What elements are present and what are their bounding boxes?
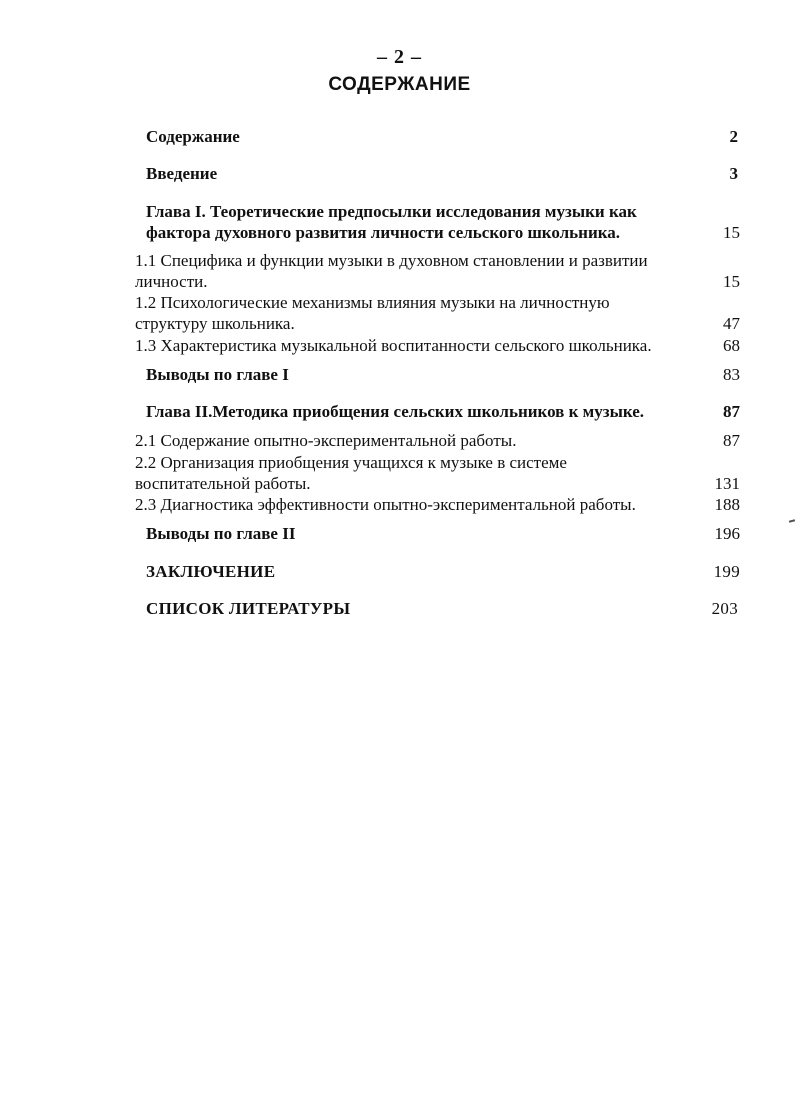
toc-entry-text: 2.1 Содержание опытно-экспериментальной работы. bbox=[135, 431, 517, 450]
toc-entry-page: 83 bbox=[723, 365, 740, 384]
toc-entry-chapter-2[interactable] bbox=[146, 401, 740, 423]
toc-entry-text: Выводы по главе II bbox=[146, 524, 296, 543]
toc-entry-text: Выводы по главе I bbox=[146, 365, 289, 384]
toc-entry-text: Содержание bbox=[146, 127, 240, 146]
toc-entry-text: 1.3 Характеристика музыкальной воспитанности сельского школьника. bbox=[135, 336, 652, 355]
toc-entry-text-line-2: воспитательной работы. bbox=[135, 474, 311, 493]
toc-entry-page: 87 bbox=[723, 402, 740, 421]
toc-entry-page: 3 bbox=[729, 164, 738, 183]
toc-entry-text-line-1: 1.1 Специфика и функции музыки в духовном становлении и развитии bbox=[135, 251, 648, 270]
toc-entry-section-2-3[interactable] bbox=[135, 494, 740, 516]
toc-entry-text-line-1: Глава I. Теоретические предпосылки исследования музыки как bbox=[146, 202, 637, 221]
toc-entry-page: 199 bbox=[713, 562, 740, 581]
toc-entry-conclusions-1[interactable] bbox=[146, 364, 740, 386]
toc-entry-bibliography[interactable] bbox=[146, 598, 738, 620]
toc-entry-text-line-2: фактора духовного развития личности сельского школьника. bbox=[146, 223, 621, 242]
scan-artifact-mark bbox=[789, 519, 795, 522]
toc-entry-text-line-2: личности. bbox=[135, 272, 208, 291]
toc-entry-text-line-1: 1.2 Психологические механизмы влияния музыки на личностную bbox=[135, 293, 610, 312]
toc-entry-page: 203 bbox=[711, 599, 738, 618]
toc-entry-page: 68 bbox=[723, 336, 740, 355]
toc-title: СОДЕРЖАНИЕ bbox=[328, 74, 471, 95]
toc-entry-page: 15 bbox=[723, 223, 740, 242]
toc-entry-page: 131 bbox=[714, 474, 740, 493]
page-number: – 2 – bbox=[377, 46, 422, 68]
toc-entry-text: Введение bbox=[146, 164, 218, 183]
toc-entry-text: 2.3 Диагностика эффективности опытно-экспериментальной работы. bbox=[135, 495, 636, 514]
toc-entry-section-2-1[interactable] bbox=[135, 430, 740, 452]
toc-entry-page: 188 bbox=[714, 495, 740, 514]
toc-entry-introduction[interactable] bbox=[146, 163, 738, 185]
toc-entry-page: 87 bbox=[723, 431, 740, 450]
toc-entry-text-line-1: 2.2 Организация приобщения учащихся к музыке в системе bbox=[135, 453, 567, 472]
toc-entry-page: 47 bbox=[723, 314, 740, 333]
toc-entry-text: СПИСОК ЛИТЕРАТУРЫ bbox=[146, 599, 351, 618]
toc-entry-page: 2 bbox=[729, 127, 738, 146]
toc-entry-section-1-3[interactable] bbox=[135, 335, 740, 357]
toc-entry-section-1-2[interactable] bbox=[135, 292, 740, 336]
toc-entry-page: 196 bbox=[714, 524, 740, 543]
toc-entry-section-2-2[interactable] bbox=[135, 452, 740, 496]
toc-entry-contents[interactable] bbox=[146, 126, 738, 148]
toc-entry-conclusion[interactable] bbox=[146, 561, 740, 583]
toc-entry-text-line-2: структуру школьника. bbox=[135, 314, 295, 333]
toc-entry-chapter-1[interactable] bbox=[146, 201, 740, 245]
toc-entry-text: ЗАКЛЮЧЕНИЕ bbox=[146, 562, 276, 581]
toc-entry-page: 15 bbox=[723, 272, 740, 291]
toc-entry-text: Глава II.Методика приобщения сельских школьников к музыке. bbox=[146, 402, 645, 421]
toc-entry-conclusions-2[interactable] bbox=[146, 523, 740, 545]
toc-entry-section-1-1[interactable] bbox=[135, 250, 740, 294]
